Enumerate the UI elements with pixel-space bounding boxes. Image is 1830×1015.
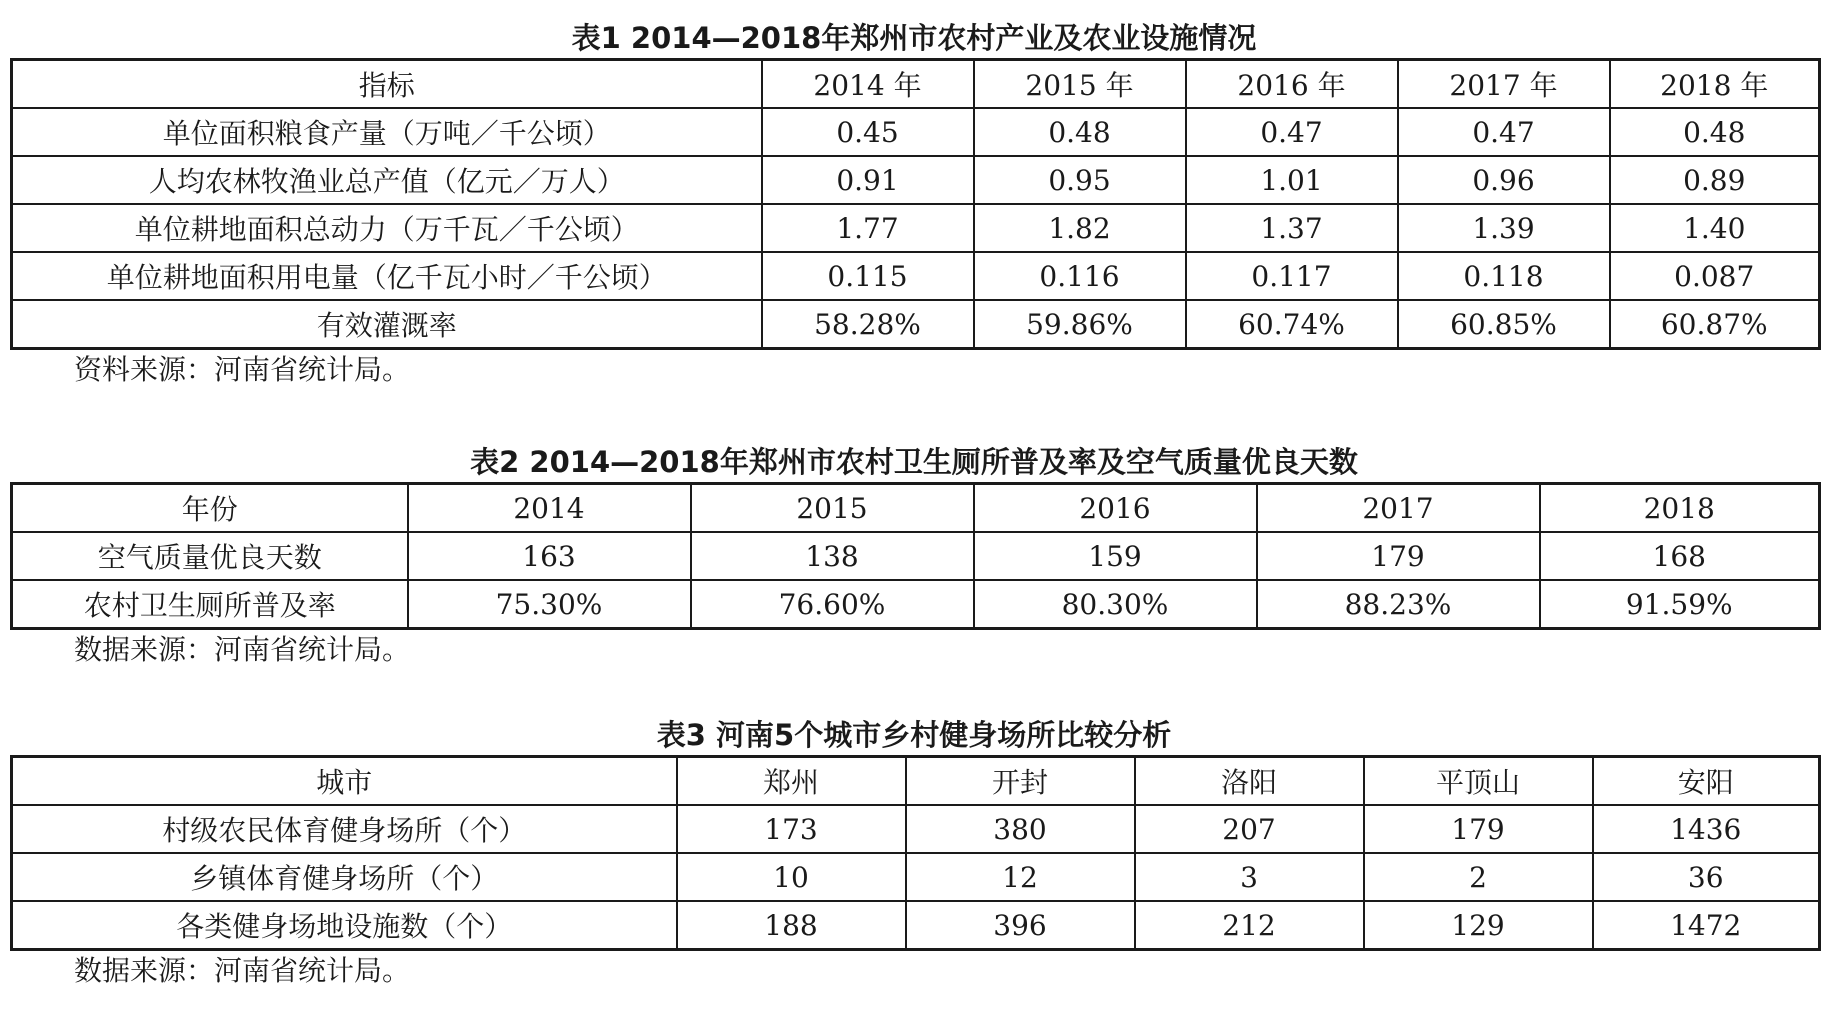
table2-source-note: 数据来源：河南省统计局。 bbox=[74, 633, 411, 666]
table2-block bbox=[10, 442, 1818, 670]
header-cell: 城市 bbox=[12, 757, 677, 806]
header-cell: 2015 年 bbox=[974, 60, 1186, 109]
table-cell: 1.40 bbox=[1610, 204, 1820, 252]
table-row bbox=[12, 300, 1820, 349]
header-cell: 洛阳 bbox=[1135, 757, 1364, 806]
table-cell: 0.47 bbox=[1398, 108, 1610, 156]
table-cell: 10 bbox=[677, 853, 906, 901]
table-row bbox=[12, 532, 1820, 580]
table-cell: 0.117 bbox=[1186, 252, 1398, 300]
table-row bbox=[12, 108, 1820, 156]
table-cell: 76.60% bbox=[691, 580, 974, 629]
table-header-row bbox=[12, 757, 1820, 806]
table-cell: 1.39 bbox=[1398, 204, 1610, 252]
header-cell: 2016 年 bbox=[1186, 60, 1398, 109]
table-cell: 173 bbox=[677, 805, 906, 853]
table3-block bbox=[10, 715, 1818, 991]
header-cell: 安阳 bbox=[1593, 757, 1820, 806]
table-cell: 179 bbox=[1364, 805, 1593, 853]
row-label: 人均农林牧渔业总产值（亿元／万人） bbox=[12, 156, 762, 204]
table-row bbox=[12, 156, 1820, 204]
header-cell: 指标 bbox=[12, 60, 762, 109]
row-label: 各类健身场地设施数（个） bbox=[12, 901, 677, 950]
header-cell: 开封 bbox=[906, 757, 1135, 806]
header-cell: 2016 bbox=[974, 484, 1257, 533]
table1-source-note: 资料来源：河南省统计局。 bbox=[74, 353, 411, 386]
table-cell: 2 bbox=[1364, 853, 1593, 901]
table-cell: 138 bbox=[691, 532, 974, 580]
row-label: 单位耕地面积用电量（亿千瓦小时／千公顷） bbox=[12, 252, 762, 300]
table3-caption: 表3 河南5个城市乡村健身场所比较分析 bbox=[656, 718, 1172, 752]
header-cell: 2017 bbox=[1257, 484, 1540, 533]
header-cell: 2018 年 bbox=[1610, 60, 1820, 109]
table-cell: 207 bbox=[1135, 805, 1364, 853]
row-label: 乡镇体育健身场所（个） bbox=[12, 853, 677, 901]
table-header-row bbox=[12, 484, 1820, 533]
table-cell: 60.74% bbox=[1186, 300, 1398, 349]
table-cell: 0.118 bbox=[1398, 252, 1610, 300]
table-cell: 91.59% bbox=[1540, 580, 1820, 629]
header-cell: 2018 bbox=[1540, 484, 1820, 533]
table-cell: 163 bbox=[408, 532, 691, 580]
table-cell: 59.86% bbox=[974, 300, 1186, 349]
header-cell: 2014 bbox=[408, 484, 691, 533]
table-cell: 0.48 bbox=[1610, 108, 1820, 156]
table-cell: 0.087 bbox=[1610, 252, 1820, 300]
table-cell: 1.37 bbox=[1186, 204, 1398, 252]
table-cell: 3 bbox=[1135, 853, 1364, 901]
row-label: 空气质量优良天数 bbox=[12, 532, 408, 580]
table-cell: 1472 bbox=[1593, 901, 1820, 950]
table-cell: 12 bbox=[906, 853, 1135, 901]
table-cell: 0.45 bbox=[762, 108, 974, 156]
table1 bbox=[10, 58, 1821, 350]
table3 bbox=[10, 755, 1821, 951]
table-cell: 179 bbox=[1257, 532, 1540, 580]
table-cell: 0.95 bbox=[974, 156, 1186, 204]
table-cell: 159 bbox=[974, 532, 1257, 580]
table3-source-note: 数据来源：河南省统计局。 bbox=[74, 954, 411, 987]
table-cell: 380 bbox=[906, 805, 1135, 853]
table-cell: 188 bbox=[677, 901, 906, 950]
table-cell: 0.47 bbox=[1186, 108, 1398, 156]
table-cell: 0.96 bbox=[1398, 156, 1610, 204]
table-cell: 1436 bbox=[1593, 805, 1820, 853]
row-label: 单位耕地面积总动力（万千瓦／千公顷） bbox=[12, 204, 762, 252]
header-cell: 郑州 bbox=[677, 757, 906, 806]
table-cell: 168 bbox=[1540, 532, 1820, 580]
header-cell: 2017 年 bbox=[1398, 60, 1610, 109]
table-cell: 0.116 bbox=[974, 252, 1186, 300]
table-header-row bbox=[12, 60, 1820, 109]
header-cell: 2015 bbox=[691, 484, 974, 533]
table-cell: 212 bbox=[1135, 901, 1364, 950]
table-cell: 1.01 bbox=[1186, 156, 1398, 204]
header-cell: 2014 年 bbox=[762, 60, 974, 109]
table-cell: 75.30% bbox=[408, 580, 691, 629]
table-cell: 1.77 bbox=[762, 204, 974, 252]
table-row bbox=[12, 853, 1820, 901]
table-cell: 0.48 bbox=[974, 108, 1186, 156]
table-cell: 58.28% bbox=[762, 300, 974, 349]
table-row bbox=[12, 204, 1820, 252]
table2 bbox=[10, 482, 1821, 630]
row-label: 村级农民体育健身场所（个） bbox=[12, 805, 677, 853]
table-cell: 60.85% bbox=[1398, 300, 1610, 349]
table-row bbox=[12, 580, 1820, 629]
table-cell: 88.23% bbox=[1257, 580, 1540, 629]
table-cell: 0.91 bbox=[762, 156, 974, 204]
row-label: 单位面积粮食产量（万吨／千公顷） bbox=[12, 108, 762, 156]
table-row bbox=[12, 901, 1820, 950]
table-cell: 0.115 bbox=[762, 252, 974, 300]
table1-block bbox=[10, 18, 1818, 390]
table-cell: 1.82 bbox=[974, 204, 1186, 252]
table-row bbox=[12, 805, 1820, 853]
table1-caption: 表1 2014—2018年郑州市农村产业及农业设施情况 bbox=[571, 21, 1257, 55]
table-cell: 396 bbox=[906, 901, 1135, 950]
row-label: 有效灌溉率 bbox=[12, 300, 762, 349]
table-cell: 129 bbox=[1364, 901, 1593, 950]
table-cell: 0.89 bbox=[1610, 156, 1820, 204]
table2-caption: 表2 2014—2018年郑州市农村卫生厕所普及率及空气质量优良天数 bbox=[470, 445, 1358, 479]
table-row bbox=[12, 252, 1820, 300]
table-cell: 60.87% bbox=[1610, 300, 1820, 349]
table-cell: 80.30% bbox=[974, 580, 1257, 629]
row-label: 农村卫生厕所普及率 bbox=[12, 580, 408, 629]
header-cell: 平顶山 bbox=[1364, 757, 1593, 806]
table-cell: 36 bbox=[1593, 853, 1820, 901]
header-cell: 年份 bbox=[12, 484, 408, 533]
